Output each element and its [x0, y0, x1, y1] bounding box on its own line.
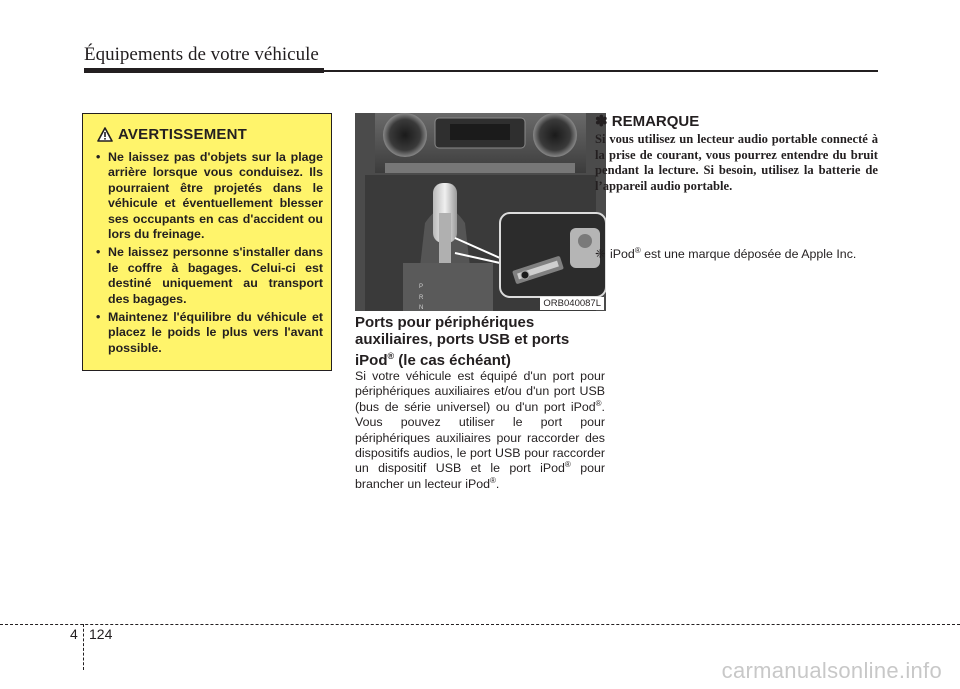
- watermark: carmanualsonline.info: [721, 658, 942, 683]
- section-body: Si votre véhicule est équipé d'un port pour périphériques auxiliaires et/ou d'un port USB (bus de série universel) ou d'un port iPod®. Vous pouvez utiliser le port pour périphériques auxiliaires pour raccorder des dispositifs audios, le port USB pour raccorder un dispositif USB et le port iPod® pour brancher un lecteur iPod®.: [355, 369, 605, 491]
- console-illustration: [355, 113, 606, 311]
- warning-list: [93, 150, 323, 356]
- warning-header: [97, 124, 323, 144]
- photo-label: ORB040087L: [540, 297, 604, 310]
- svg-text:P: P: [419, 284, 424, 290]
- header-rule-thin: [324, 70, 878, 72]
- warning-box: [82, 113, 332, 371]
- note-trademark: ❈ iPod® est une marque déposée de Apple Inc.: [595, 245, 857, 261]
- registered-mark: ®: [387, 351, 395, 361]
- header-title: Équipements de votre véhicule: [84, 44, 319, 65]
- svg-text:R: R: [419, 295, 424, 301]
- note-body: Si vous utilisez un lecteur audio portable connecté à la prise de courant, vous pourrez entendre du bruit pendant la lecture. Si besoin, utilisez la batterie de l’appareil audio portable.: [595, 132, 878, 193]
- svg-text:N: N: [419, 305, 424, 311]
- chapter-number: 4: [70, 626, 78, 642]
- warning-item: • Ne laissez pas d'objets sur la plage arrière lorsque vous conduisez. Ils pourraient être projetés dans le véhicule et éventuellement blesser ses occupants en cas d'accident ou lors du freinage.: [93, 150, 323, 242]
- warning-item: • Ne laissez personne s'installer dans le coffre à bagages. Celui-ci est destiné uniquement au transport des bagages.: [93, 245, 323, 307]
- note-title: ✽ REMARQUE: [595, 113, 700, 130]
- section-title: [355, 315, 610, 370]
- section-title-line: auxiliaires, ports USB et ports: [355, 330, 570, 348]
- warning-triangle-icon: [97, 127, 113, 142]
- warning-item: • Maintenez l'équilibre du véhicule et placez le poids le plus vers l'avant possible.: [93, 310, 323, 356]
- warning-title: AVERTISSEMENT: [118, 125, 248, 143]
- header-rule-thick: [84, 68, 324, 73]
- page-number: 124: [89, 626, 113, 642]
- footer-divider: [83, 624, 84, 670]
- section-title-line: Ports pour périphériques: [355, 314, 535, 331]
- note-mark-icon: ❈: [595, 247, 606, 261]
- section-title-line: iPod® (le cas échéant): [355, 351, 511, 369]
- console-photo: [355, 113, 606, 311]
- footer-rule: [0, 624, 960, 625]
